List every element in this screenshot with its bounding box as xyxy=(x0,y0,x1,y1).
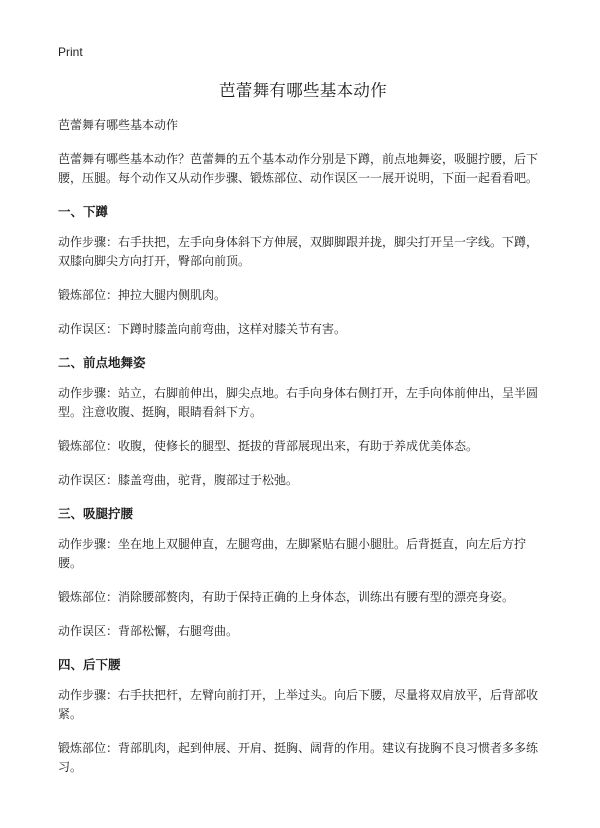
subtitle: 芭蕾舞有哪些基本动作 xyxy=(58,118,179,132)
section-steps: 动作步骤：站立，右脚前伸出，脚尖点地。右手向身体右侧打开，左手向体前伸出，呈半圆型。注意收腹、挺胸，眼睛看斜下方。 xyxy=(58,386,539,419)
section-target: 锻炼部位：背部肌肉，起到伸展、开肩、挺胸、阔背的作用。建议有拢胸不良习惯者多多练习。 xyxy=(58,741,539,774)
section-target: 锻炼部位：收腹，使修长的腿型、挺拔的背部展现出来，有助于养成优美体态。 xyxy=(58,439,479,453)
page-title: 芭蕾舞有哪些基本动作 xyxy=(219,81,387,100)
section-target: 锻炼部位：消除腰部赘肉，有助于保持正确的上身体态，训练出有腰有型的漂亮身姿。 xyxy=(58,590,515,604)
section-steps: 动作步骤：坐在地上双腿伸直，左腿弯曲，左脚紧贴右腿小腿肚。后背挺直，向左后方拧腰。 xyxy=(58,537,527,570)
section-heading: 三、吸腿拧腰 xyxy=(58,506,134,521)
section-heading: 四、后下腰 xyxy=(58,657,121,672)
print-link[interactable]: Print xyxy=(58,45,83,59)
section-steps: 动作步骤：右手扶把，左手向身体斜下方伸展，双脚脚跟并拢，脚尖打开呈一字线。下蹲，双膝向脚尖方向打开，臀部向前顶。 xyxy=(58,235,539,268)
section-mistake: 动作误区：下蹲时膝盖向前弯曲，这样对膝关节有害。 xyxy=(58,322,347,336)
section-heading: 一、下蹲 xyxy=(58,204,109,219)
section-steps: 动作步骤：右手扶把杆，左臂向前打开，上举过头。向后下腰，尽量将双肩放平，后背部收紧。 xyxy=(58,688,539,721)
section-mistake: 动作误区：背部松懈，右腿弯曲。 xyxy=(58,624,239,638)
section-mistake: 动作误区：膝盖弯曲，驼背，腹部过于松弛。 xyxy=(58,473,299,487)
section-heading: 二、前点地舞姿 xyxy=(58,355,146,370)
intro-paragraph: 芭蕾舞有哪些基本动作？芭蕾舞的五个基本动作分别是下蹲，前点地舞姿，吸腿拧腰，后下腰，压腿。每个动作又从动作步骤、锻炼部位、动作误区一一展开说明，下面一起看看吧。 xyxy=(58,152,539,185)
section-target: 锻炼部位：抻拉大腿内侧肌肉。 xyxy=(58,288,227,302)
